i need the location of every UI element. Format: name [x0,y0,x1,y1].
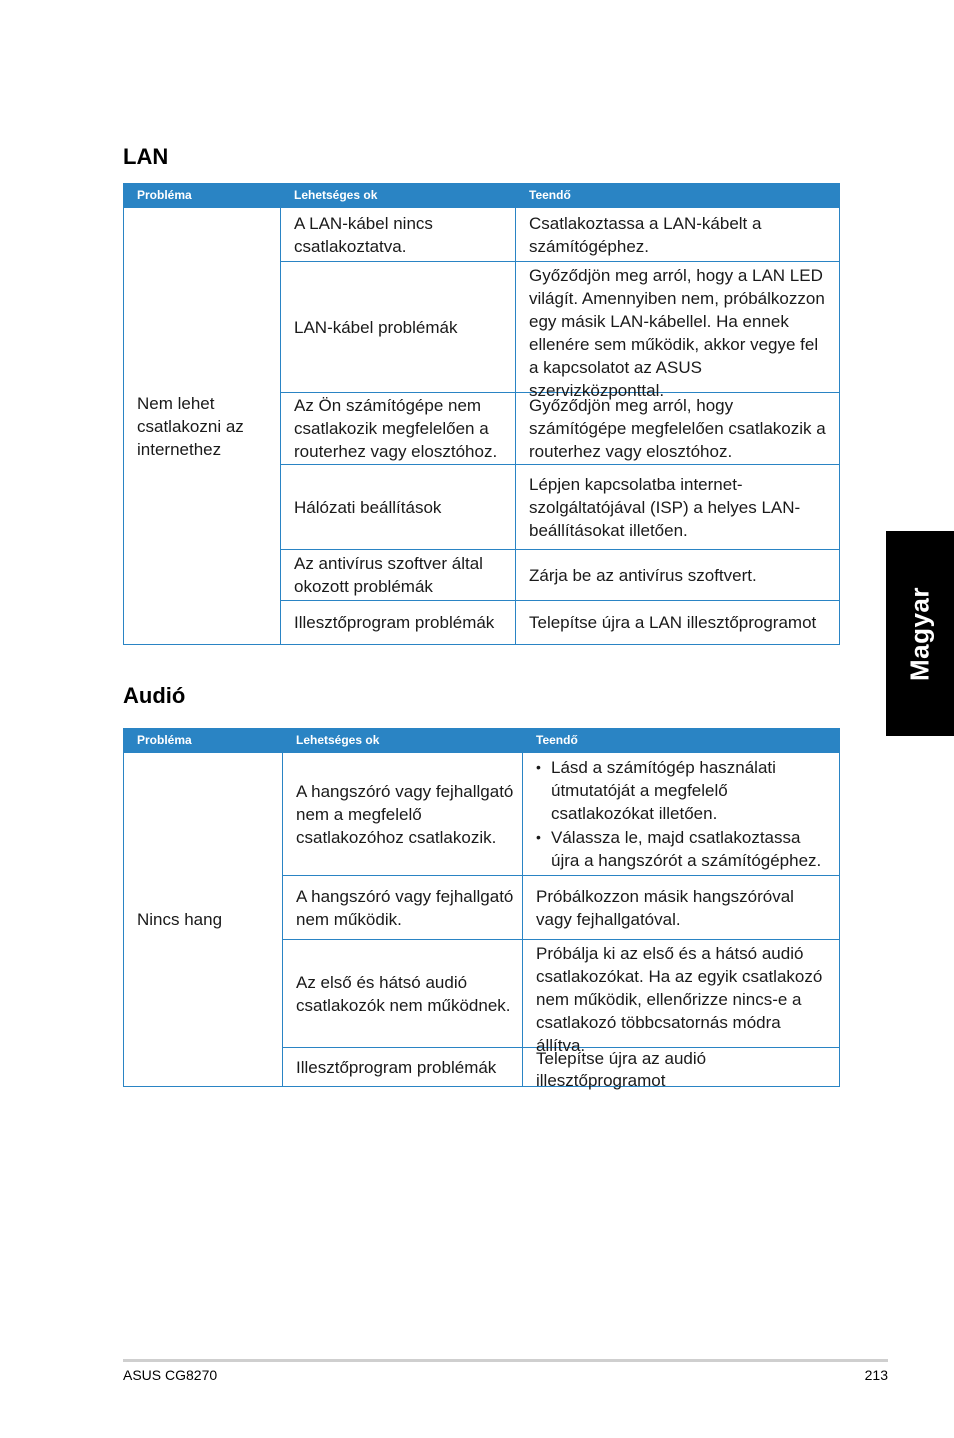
cause-cell: LAN-kábel problémák [281,262,516,393]
cause-cell: Az Ön számítógépe nem csatlakozik megfelelően a routerhez vagy elosztóhoz. [281,393,516,465]
lan-troubleshooting-table [123,183,840,645]
table-row [124,208,840,262]
cause-cell: Illesztőprogram problémák [283,1048,523,1087]
lan-section-title: LAN [123,144,169,169]
language-side-tab [886,531,954,736]
action-cell: Lépjen kapcsolatba internet-szolgáltatójával (ISP) a helyes LAN-beállításokat illetően. [516,465,840,550]
table-header-row [124,729,840,753]
cause-cell: Az első és hátsó audió csatlakozók nem működnek. [283,940,523,1048]
action-cell: Próbálkozzon másik hangszóróval vagy fejhallgatóval. [523,876,840,940]
action-cell [523,753,840,876]
action-text: Győződjön meg arról, hogy a LAN LED világít. Amennyiben nem, próbálkozzon egy másik LAN-kábellel. Ha ennek ellenére sem működik, akkor vegye fel a kapcsolatot az ASUS szervizközponttal. [529,266,825,400]
footer-product-name: ASUS CG8270 [123,1367,218,1383]
problem-cell: Nem lehet csatlakozni az internethez [124,208,281,645]
action-cell: Telepítse újra a LAN illesztőprogramot [516,601,840,645]
header-action: Teendő [523,729,840,753]
cause-cell: A hangszóró vagy fejhallgató nem a megfelelő csatlakozóhoz csatlakozik. [283,753,523,876]
table-header-row [124,184,840,208]
action-text: Telepítse újra az audió illesztőprogramot [536,1049,707,1090]
list-item: • Válassza le, majd csatlakoztassa újra a hangszórót a számítógéphez. [536,826,831,872]
list-item: • Lásd a számítógép használati útmutatóját a megfelelő csatlakozókat illetően. [536,756,831,825]
action-bullet-list [536,756,831,872]
action-cell [516,262,840,400]
footer-page-number: 213 [864,1367,888,1383]
audio-troubleshooting-table [123,728,840,1090]
cause-cell: Az antivírus szoftver által okozott problémák [281,550,516,601]
header-problem: Probléma [124,184,281,208]
cause-cell: A hangszóró vagy fejhallgató nem működik. [283,876,523,940]
header-problem: Probléma [124,729,283,753]
footer-divider [123,1359,888,1362]
header-action: Teendő [516,184,840,208]
audio-section-title: Audió [123,683,186,708]
language-label: Magyar [904,586,935,681]
header-cause: Lehetséges ok [281,184,516,208]
action-cell [523,940,840,1055]
action-cell: Csatlakoztassa a LAN-kábelt a számítógéphez. [516,208,840,262]
problem-cell: Nincs hang [124,753,283,1087]
cause-cell: A LAN-kábel nincs csatlakoztatva. [281,208,516,262]
header-cause: Lehetséges ok [283,729,523,753]
table-row [124,753,840,876]
action-cell: Győződjön meg arról, hogy számítógépe megfelelően csatlakozik a routerhez vagy elosztóhoz. [516,393,840,465]
action-cell [523,1048,840,1090]
action-text: Próbálja ki az első és a hátsó audió csatlakozókat. Ha az egyik csatlakozó nem működik, ellenőrizze nincs-e a csatlakozó többcsatornás módra állítva. [536,943,823,1055]
cause-cell: Hálózati beállítások [281,465,516,550]
action-cell: Zárja be az antivírus szoftvert. [516,550,840,601]
cause-cell: Illesztőprogram problémák [281,601,516,645]
